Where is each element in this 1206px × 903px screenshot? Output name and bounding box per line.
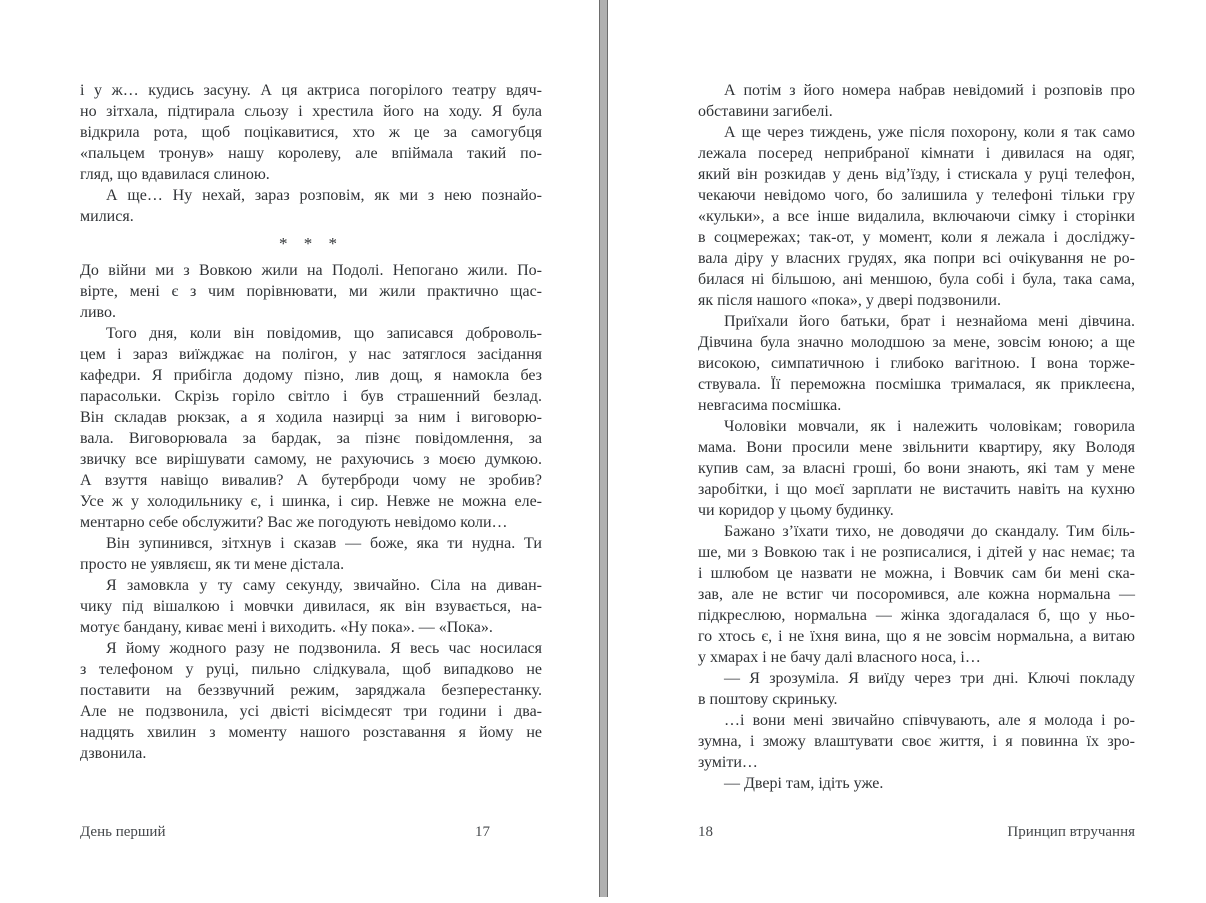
text-line: парасольки. Скрізь горіло світло і був страшенний безлад. bbox=[80, 388, 542, 405]
text-line: но зітхала, підтирала сльозу і хрестила його на ходу. Я була bbox=[80, 103, 542, 120]
text-line: Приїхали його батьки, брат і незнайома мені дівчина. bbox=[724, 313, 1135, 330]
text-line: у хмарах і не бачу далі власного носа, і… bbox=[698, 649, 981, 666]
paragraph bbox=[80, 533, 542, 575]
text-line: високою, симпатичною і глибоко вагітною. І вона торже- bbox=[698, 355, 1135, 372]
text-line: До війни ми з Вовкою жили на Подолі. Непогано жили. По- bbox=[80, 262, 542, 279]
text-line: в поштову скриньку. bbox=[698, 691, 838, 708]
paragraph bbox=[80, 323, 542, 533]
text-line: вірте, мені є з чим порівнювати, ми жили практично щас- bbox=[80, 283, 542, 300]
text-line: А потім з його номера набрав невідомий і розповів про bbox=[724, 82, 1135, 99]
right-page-text bbox=[698, 80, 1135, 794]
paragraph bbox=[80, 80, 542, 185]
running-title-left: День перший bbox=[80, 824, 166, 840]
text-line: гляд, що вдавилася слиною. bbox=[80, 166, 270, 183]
text-line: ше, ми з Вовкою так і не розписалися, і дітей у нас немає; та bbox=[698, 544, 1135, 561]
right-page-footer bbox=[698, 824, 1135, 841]
text-line: купив сам, за власні гроші, бо вони знають, які там у мене bbox=[698, 460, 1135, 477]
text-line: Але не подзвонила, усі двісті вісімдесят три години і два- bbox=[80, 703, 542, 720]
text-line: Я йому жодного разу не подзвонила. Я весь час носилася bbox=[106, 640, 542, 657]
text-line: обставини загибелі. bbox=[698, 103, 833, 120]
paragraph bbox=[698, 521, 1135, 668]
paragraph bbox=[80, 638, 542, 764]
page-number-left: 17 bbox=[475, 824, 490, 840]
text-line: з телефоном у руці, пильно слідкувала, щоб випадково не bbox=[80, 661, 542, 678]
paragraph bbox=[698, 668, 1135, 710]
text-line: і шлюбом це назвати не можна, і Вовчик сам би мені ска- bbox=[698, 565, 1135, 582]
text-line: «кульки», а все інше видалила, включаючи сімку і сторінки bbox=[698, 208, 1135, 225]
text-line: невгасима посмішка. bbox=[698, 397, 842, 414]
text-line: надцять хвилин з моменту нашого розставання я йому не bbox=[80, 724, 542, 741]
book-spine bbox=[599, 0, 608, 897]
text-line: просто не уявляєш, як ти мене дістала. bbox=[80, 556, 345, 573]
text-line: Він зупинився, зітхнув і сказав — боже, яка ти нудна. Ти bbox=[106, 535, 542, 552]
text-line: Усе ж у холодильнику є, і шинка, і сир. Невже не можна еле- bbox=[80, 493, 542, 510]
text-line: Чоловіки мовчали, як і належить чоловікам; говорила bbox=[724, 418, 1135, 435]
left-page-footer bbox=[80, 824, 542, 841]
text-line: Я замовкла у ту саму секунду, звичайно. Сіла на диван- bbox=[106, 577, 542, 594]
paragraph bbox=[698, 416, 1135, 521]
left-page-text bbox=[80, 80, 542, 764]
text-line: підкреслюю, нормальна — жінка здогадалася б, що у ньо- bbox=[698, 607, 1135, 624]
paragraph bbox=[698, 710, 1135, 773]
text-line: билася ні більшою, ані меншою, була собі і була, така сама, bbox=[698, 271, 1135, 288]
text-line: чику під вішалкою і мовчки дивилася, як він взувається, на- bbox=[80, 598, 542, 615]
text-line: і у ж… кудись засуну. А ця актриса погорілого театру вдяч- bbox=[80, 82, 542, 99]
text-line: А ще через тиждень, уже після похорону, коли я так само bbox=[724, 124, 1135, 141]
text-line: лежала посеред неприбраної кімнати і дивилася на одяг, bbox=[698, 145, 1135, 162]
text-line: цем і зараз виїжджає на полігон, у нас затяглося засідання bbox=[80, 346, 542, 363]
text-line: А взуття навіщо вивалив? А бутерброди чому не зробив? bbox=[80, 472, 542, 489]
text-line: зуміти… bbox=[698, 754, 758, 771]
text-line: який він розкидав у день від’їзду, і стискала у руці телефон, bbox=[698, 166, 1135, 183]
paragraph bbox=[80, 260, 542, 323]
text-line: — Двері там, ідіть уже. bbox=[724, 775, 884, 792]
text-line: кафедри. Я прибігла додому пізно, лив дощ, я намокла без bbox=[80, 367, 542, 384]
text-line: відкрила рота, щоб поцікавитися, хто ж це за самогубця bbox=[80, 124, 542, 141]
page-number-right: 18 bbox=[698, 824, 713, 840]
text-line: чекаючи невідомо чого, бо залишила у телефоні тільки гру bbox=[698, 187, 1135, 204]
text-line: ливо. bbox=[80, 304, 116, 321]
running-title-right: Принцип втручання bbox=[1007, 824, 1135, 840]
paragraph bbox=[698, 773, 1135, 794]
text-line: Того дня, коли він повідомив, що записався доброволь- bbox=[106, 325, 542, 342]
text-line: Він складав рюкзак, а я ходила назирці за ним і виговорю- bbox=[80, 409, 542, 426]
text-line: чи коридор у цьому будинку. bbox=[698, 502, 894, 519]
text-line: мотує бандану, киває мені і виходить. «Ну пока». — «Пока». bbox=[80, 619, 493, 636]
text-line: милися. bbox=[80, 208, 134, 225]
text-line: звичку все вирішувати самому, не рахуючись з моєю думкою. bbox=[80, 451, 542, 468]
text-line: А ще… Ну нехай, зараз розповім, як ми з нею познайо- bbox=[106, 187, 542, 204]
text-line: поставити на беззвучний режим, заряджала безперестанку. bbox=[80, 682, 542, 699]
section-separator: * * * bbox=[279, 234, 343, 253]
text-line: як після нашого «пока», у двері подзвонили. bbox=[698, 292, 1001, 309]
paragraph bbox=[698, 311, 1135, 416]
text-line: дзвонила. bbox=[80, 745, 147, 762]
paragraph bbox=[80, 185, 542, 227]
text-line: Бажано з’їхати тихо, не доводячи до скандалу. Тим біль- bbox=[724, 523, 1135, 540]
text-line: Дівчина була значно молодшою за мене, зовсім юною; а ще bbox=[698, 334, 1135, 351]
text-line: — Я зрозуміла. Я виїду через три дні. Ключі покладу bbox=[724, 670, 1135, 687]
paragraph bbox=[698, 80, 1135, 122]
text-line: в соцмережах; так-от, у момент, коли я лежала і досліджу- bbox=[698, 229, 1135, 246]
text-line: …і вони мені звичайно співчувають, але я молода і ро- bbox=[724, 712, 1135, 729]
text-line: «пальцем тронув» нашу королеву, але впіймала такий по- bbox=[80, 145, 542, 162]
text-line: ментарно себе обслужити? Вас же погодують невідомо коли… bbox=[80, 514, 508, 531]
text-line: го хтось є, і не їхня вина, що я не зовсім нормальна, а витаю bbox=[698, 628, 1135, 645]
text-line: ствувала. Її переможна посмішка трималася, як приклеєна, bbox=[698, 376, 1135, 393]
paragraph bbox=[698, 122, 1135, 311]
paragraph bbox=[80, 575, 542, 638]
text-line: вала. Виговорювала за бардак, за пізнє повідомлення, за bbox=[80, 430, 542, 447]
text-line: зав, але не встиг чи посоромився, але кожна нормальна — bbox=[698, 586, 1135, 603]
text-line: зумна, і зможу влаштувати своє життя, і я повинна їх зро- bbox=[698, 733, 1135, 750]
text-line: вала діру у власних грудях, яка попри всі очікування не ро- bbox=[698, 250, 1135, 267]
text-line: мама. Вони просили мене звільнити квартиру, яку Володя bbox=[698, 439, 1135, 456]
text-line: заробітки, і що моєї зарплати не вистачить навіть на кухню bbox=[698, 481, 1135, 498]
